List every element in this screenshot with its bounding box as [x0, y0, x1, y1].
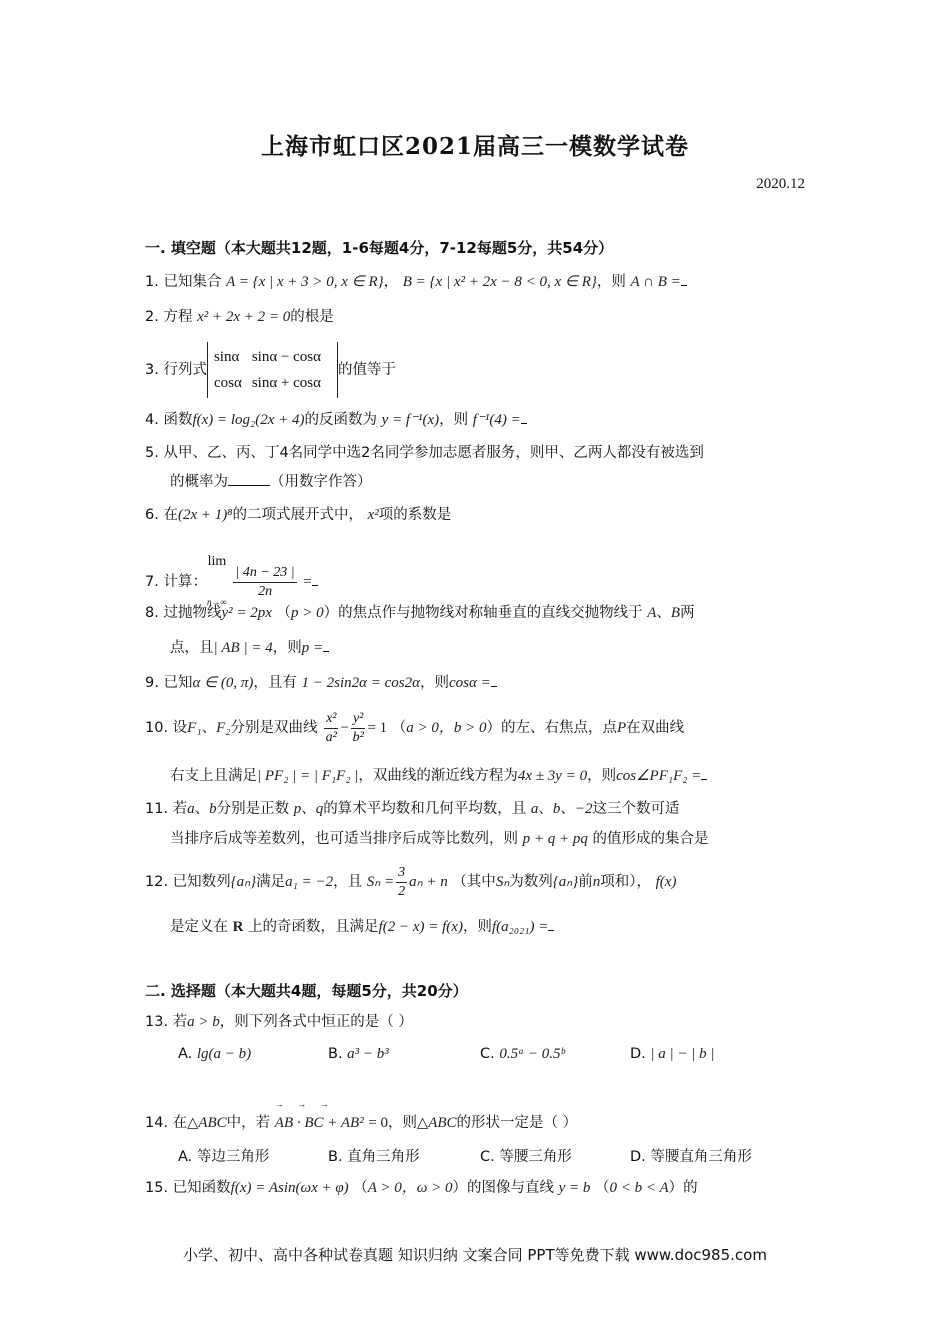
question-8-line2: 点，且| AB | = 4，则p =	[170, 638, 329, 658]
question-15: 15. 已知函数f(x) = Asin(ωx + φ) （A > 0，ω > 0）的图像与直线 y = b （0 < b < A）的	[145, 1180, 698, 1196]
question-13: 13. 若a > b，则下列各式中恒正的是（ ）	[145, 1014, 413, 1030]
question-3: 3. 行列式 sinα sinα − cosα cosα sinα + cosα 的值等于	[145, 341, 396, 399]
question-6: 6. 在(2x + 1)⁸的二项式展开式中， x²项的系数是	[145, 507, 452, 523]
question-1: 1. 已知集合 A = {x | x + 3 > 0, x ∈ R}， B = {x | x² + 2x − 8 < 0, x ∈ R}，则 A ∩ B =	[145, 272, 687, 292]
option-14-b: B. 直角三角形	[328, 1149, 420, 1165]
question-4: 4. 函数f(x) = log₂(2x + 4)的反函数为 y = f⁻¹(x)，则 f⁻¹(4) =	[145, 410, 527, 430]
section-choice-title: 二. 选择题（本大题共4题，每题5分，共20分）	[145, 982, 468, 1000]
exam-date: 2020.12	[756, 176, 805, 192]
option-13-a: A. lg(a − b)	[178, 1046, 252, 1062]
option-13-b: B. a³ − b³	[328, 1046, 389, 1062]
question-12-line2: 是定义在 R 上的奇函数，且满足f(2 − x) = f(x)，则f(a₂₀₂₁) =	[170, 917, 554, 937]
question-2: 2. 方程 x² + 2x + 2 = 0的根是	[145, 309, 334, 325]
question-14: 14. 在△ABC中，若 → → → AB · BC + AB² = 0，则△ABC的形状一定是（ ）	[145, 1099, 578, 1131]
question-8-line1: 8. 过抛物线y² = 2px （p > 0）的焦点作与抛物线对称轴垂直的直线交抛物线于 A、B两	[145, 605, 695, 621]
footer-promo-text: 小学、初中、高中各种试卷真题 知识归纳 文案合同 PPT等免费下载 www.doc985.com	[183, 1246, 767, 1264]
question-12-line1: 12. 已知数列{aₙ}满足a₁ = −2，且 Sₙ = $\frac{3}{2}$ aₙ + n （其中Sₙ为数列{aₙ}前n项和）， f(x)	[145, 864, 677, 899]
determinant: sinα sinα − cosα cosα sinα + cosα	[207, 342, 338, 398]
page-title: 上海市虹口区2021届高三一模数学试卷	[260, 133, 689, 160]
question-7: 7. 计算：lim n→∞ $\frac{| 4n - 23 |}{2n}$ =	[145, 540, 318, 624]
question-10-line1: 10. 设F₁、F₂分别是双曲线 $\frac{\text{x²}}{\text{a²}}$ − $\frac{\text{y²}}{\text{b²}}$ = 1 （a > 0，b > 0）的左、右焦点，点P在双曲线	[145, 710, 685, 745]
option-13-d: D. | a | − | b |	[630, 1046, 715, 1062]
question-11-line2: 当排序后成等差数列，也可适当排序后成等比数列，则 p + q + pq 的值形成的集合是	[170, 831, 709, 847]
question-10-line2: 右支上且满足| PF₂ | = | F₁F₂ |，双曲线的渐近线方程为4x ± 3y = 0，则cos∠PF₁F₂ =	[170, 766, 707, 786]
question-9: 9. 已知α ∈ (0, π)，且有 1 − 2sin2α = cos2α，则cosα =	[145, 673, 497, 693]
question-5-line1: 5. 从甲、乙、丙、丁4名同学中选2名同学参加志愿者服务，则甲、乙两人都没有被选到	[145, 445, 704, 461]
section-fill-in-title: 一. 填空题（本大题共12题，1-6每题4分，7-12每题5分，共54分）	[145, 239, 614, 257]
option-14-a: A. 等边三角形	[178, 1149, 270, 1165]
option-13-c: C. 0.5ᵃ − 0.5ᵇ	[480, 1046, 565, 1062]
question-11-line1: 11. 若a、b分别是正数 p、q的算术平均数和几何平均数，且 a、b、−2这三个数可适	[145, 801, 680, 817]
option-14-d: D. 等腰直角三角形	[630, 1149, 752, 1165]
question-5-line2: 的概率为 （用数字作答）	[170, 471, 372, 492]
option-14-c: C. 等腰三角形	[480, 1149, 572, 1165]
